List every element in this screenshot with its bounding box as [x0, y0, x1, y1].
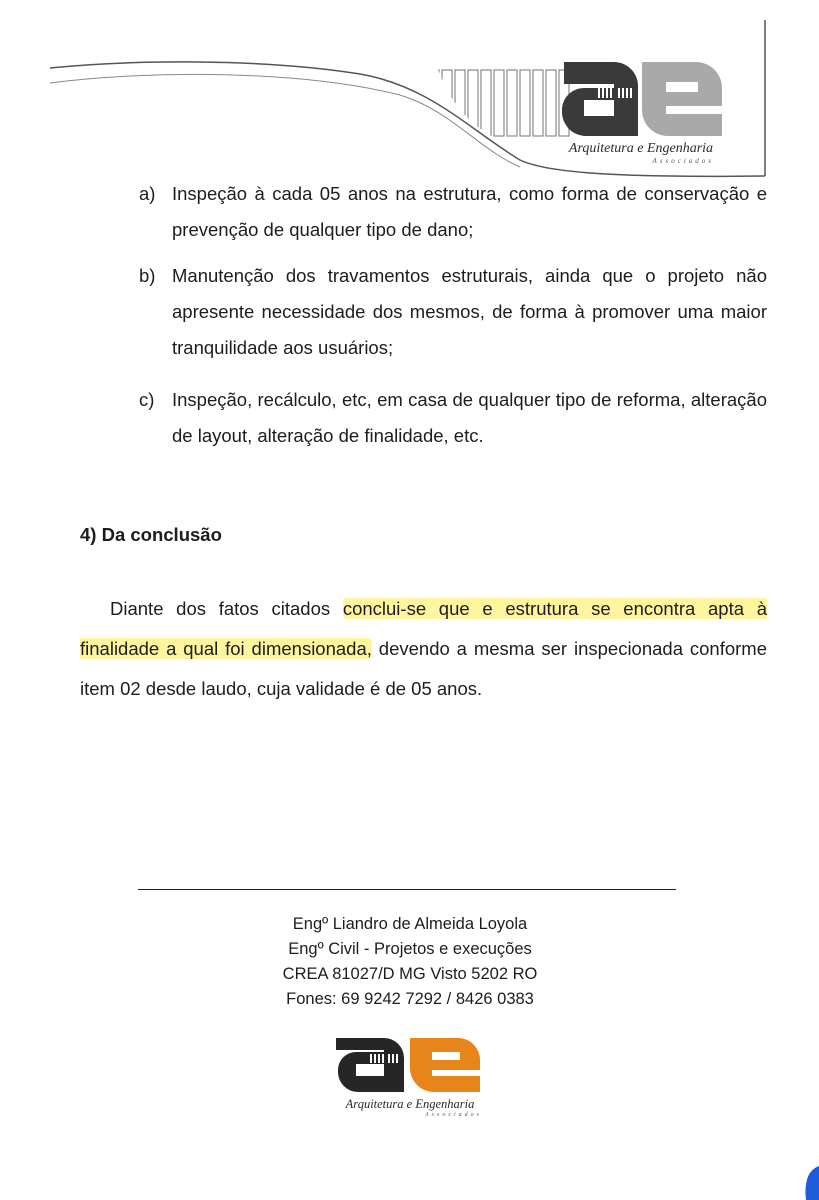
header-column [286, 70, 296, 136]
header-column [117, 70, 127, 136]
header-column [351, 70, 361, 136]
header-column [195, 70, 205, 136]
list-text: Inspeção à cada 05 anos na estrutura, como forma de conservação e prevenção de qualquer tipo de dano; [172, 183, 767, 240]
logo-subcaption: Associados [652, 157, 714, 165]
logo-mark-icon [330, 1030, 490, 1094]
list-marker: c) [139, 389, 155, 410]
header-column [156, 70, 166, 136]
header-column [260, 70, 270, 136]
signature-line [138, 889, 676, 890]
header-column [208, 70, 218, 136]
footer-logo [330, 1030, 490, 1118]
highlighted-text: conclui-se que e estrutura se encontra apta à finalidade a qual foi dimensionada, [80, 598, 767, 659]
paragraph-text: Diante dos fatos citados [110, 598, 343, 619]
list-item [139, 382, 767, 454]
header-column [390, 70, 400, 136]
header-column [182, 70, 192, 136]
list-text: Manutenção dos travamentos estruturais, ainda que o projeto não apresente necessidade dos mesmos, de forma à promover uma maior tranquilidade aos usuários; [172, 265, 767, 358]
header-column [507, 70, 517, 136]
logo-caption: Arquitetura e Engenharia [568, 141, 714, 156]
header-column [234, 70, 244, 136]
header-column [273, 70, 283, 136]
header-column [91, 70, 101, 136]
list-marker: a) [139, 183, 156, 204]
header-logo [556, 48, 726, 166]
header-column [104, 70, 114, 136]
header-column [221, 70, 231, 136]
paragraph-text: devendo a mesma ser inspecionada conforme item 02 desde laudo, cuja validade é de 05 anos. [80, 638, 768, 699]
corner-shape [790, 1160, 819, 1200]
list-marker: b) [139, 265, 156, 286]
header-column [403, 70, 413, 136]
header-column [130, 70, 140, 136]
list-text: Inspeção, recálculo, etc, em casa de qualquer tipo de reforma, alteração de layout, alteração de finalidade, etc. [172, 389, 767, 446]
header-column [338, 70, 348, 136]
signature-block [200, 912, 620, 1012]
logo-subcaption: Associados [425, 1112, 482, 1118]
header-column [52, 70, 62, 136]
header-column [364, 70, 374, 136]
signer-role: Engº Civil - Projetos e execuções [288, 940, 532, 958]
header-column [143, 70, 153, 136]
header-curve-inner [50, 74, 520, 167]
signer-name: Engº Liandro de Almeida Loyola [292, 915, 528, 933]
header-column [520, 70, 530, 136]
header-column [169, 70, 179, 136]
header-column [247, 70, 257, 136]
header-column [455, 70, 465, 136]
signer-phones: Fones: 69 9242 7292 / 8426 0383 [286, 990, 534, 1008]
logo-caption: Arquitetura e Engenharia [345, 1097, 475, 1111]
header-column [442, 70, 452, 136]
signer-registration: CREA 81027/D MG Visto 5202 RO [282, 965, 538, 983]
list-item [139, 176, 767, 248]
header-column [546, 70, 556, 136]
section-heading: 4) Da conclusão [80, 524, 222, 545]
header-column [494, 70, 504, 136]
list-item [139, 258, 767, 366]
header-column [481, 70, 491, 136]
header-column [325, 70, 335, 136]
header-column [533, 70, 543, 136]
conclusion-paragraph [80, 589, 767, 709]
logo-mark-icon [556, 48, 726, 140]
header-column [429, 70, 439, 136]
